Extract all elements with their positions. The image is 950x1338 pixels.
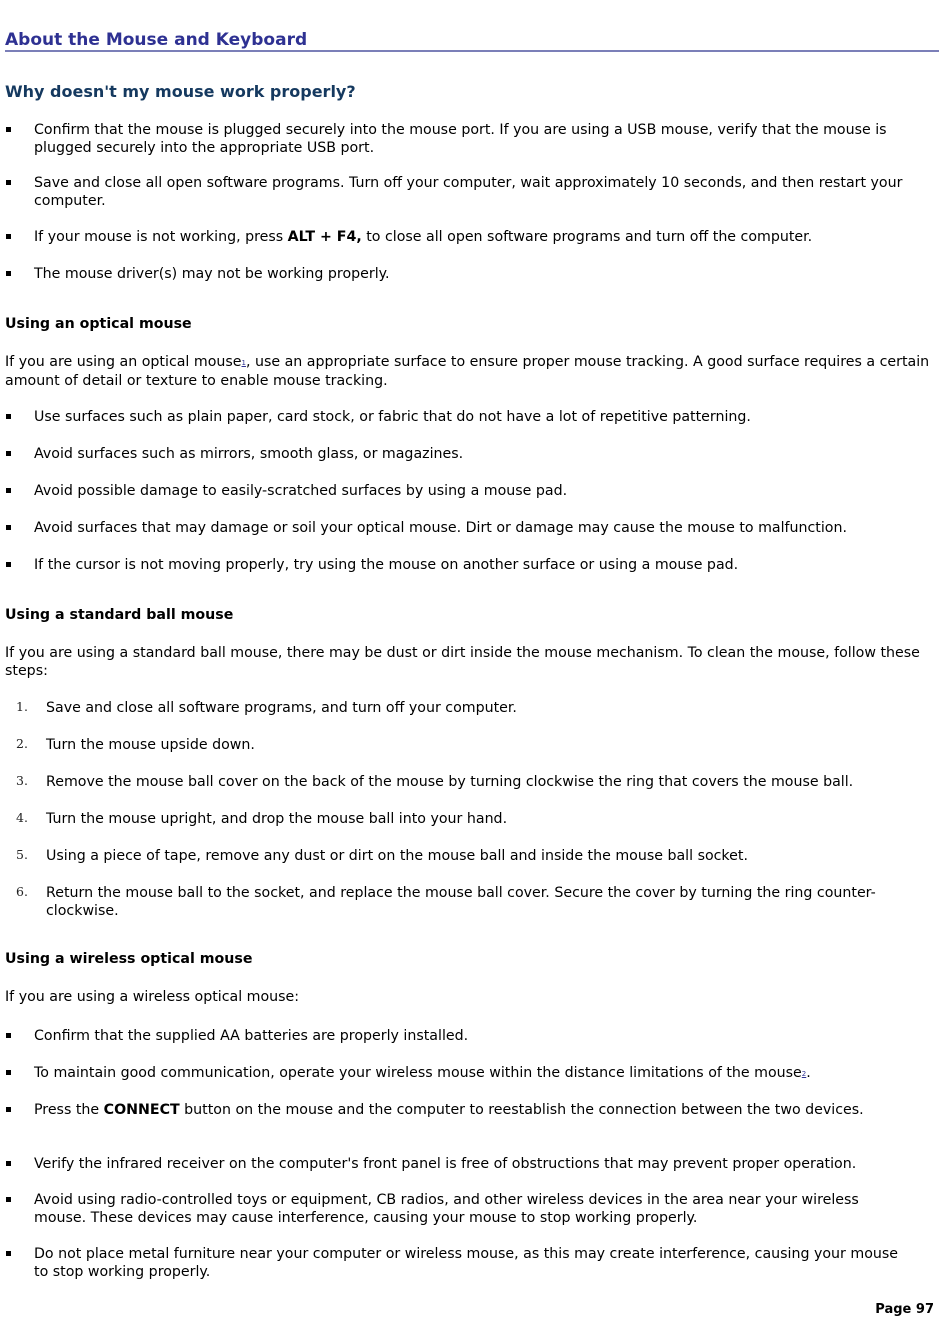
step-number: 2.	[16, 736, 28, 751]
step-number: 6.	[16, 884, 28, 899]
page-title: About the Mouse and Keyboard	[5, 30, 939, 52]
paragraph-optical-intro: If you are using an optical mouse1, use an appropriate surface to ensure proper mouse tracking. A good surface requires a certain amount of detail or texture to enable mouse tracking.	[5, 354, 930, 389]
page-number: Page 97	[875, 1302, 934, 1317]
section-heading-optical-mouse: Using an optical mouse	[5, 316, 192, 332]
section-heading-ball-mouse: Using a standard ball mouse	[5, 607, 234, 623]
connect-button-label: CONNECT	[103, 1102, 180, 1118]
paragraph-wireless-intro: If you are using a wireless optical mouse:	[5, 989, 300, 1005]
footnote-link-2[interactable]: 2	[801, 1070, 807, 1078]
paragraph-ball-intro: If you are using a standard ball mouse, there may be dust or dirt inside the mouse mechanism. To clean the mouse, follow these steps:	[5, 645, 920, 679]
step-number: 1.	[16, 699, 28, 714]
section-heading-wireless-mouse: Using a wireless optical mouse	[5, 951, 253, 967]
section-heading-mouse-problems: Why doesn't my mouse work properly?	[5, 82, 356, 101]
step-number: 5.	[16, 847, 28, 862]
key-combo: ALT + F4,	[287, 229, 362, 245]
footnote-link-1[interactable]: 1	[241, 359, 246, 367]
step-number: 4.	[16, 810, 28, 825]
step-number: 3.	[16, 773, 28, 788]
